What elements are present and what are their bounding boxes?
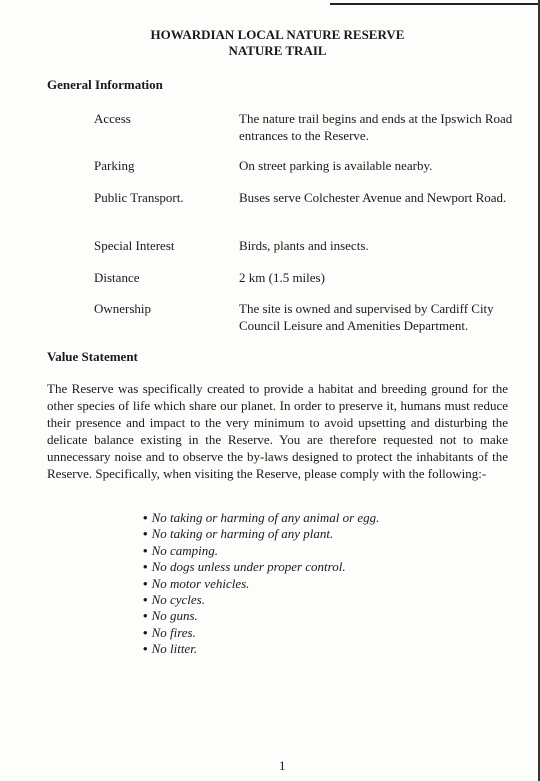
page-number: 1 — [279, 758, 286, 773]
list-item: • No dogs unless under proper control. — [143, 559, 379, 575]
list-item: • No guns. — [143, 608, 379, 624]
info-value: On street parking is available nearby. — [239, 158, 433, 173]
info-label: Public Transport. — [94, 190, 184, 205]
info-value: Buses serve Colchester Avenue and Newport Road. — [239, 190, 507, 205]
list-item: • No taking or harming of any animal or egg. — [143, 510, 379, 526]
title-line-1: HOWARDIAN LOCAL NATURE RESERVE — [150, 27, 405, 42]
list-item: • No camping. — [143, 543, 379, 559]
info-label: Special Interest — [94, 238, 175, 253]
info-value: 2 km (1.5 miles) — [239, 270, 325, 285]
value-statement-heading: Value Statement — [47, 349, 138, 364]
value-statement-paragraph: The Reserve was specifically created to provide a habitat and breeding ground for the other species of life which share our planet. In order to preserve it, humans must reduce their presence and impact to the very minimum to avoid upsetting and disturbing the delicate balance existing in the Reserve. You are therefore requested not to make unnecessary noise and to observe the by-laws designed to protect the inhabitants of the Reserve. Specifically, when visiting the Reserve, please comply with the following:- — [47, 381, 508, 481]
info-label: Ownership — [94, 301, 152, 316]
list-item: • No fires. — [143, 625, 379, 641]
list-item: • No litter. — [143, 641, 379, 657]
info-label: Parking — [94, 158, 135, 173]
general-information-heading: General Information — [47, 77, 163, 92]
document-title — [0, 27, 540, 59]
info-value: The site is owned and supervised by Cardiff City Council Leisure and Amenities Department. — [239, 301, 494, 333]
info-label: Access — [94, 111, 131, 126]
top-edge-rule — [330, 3, 540, 5]
info-label: Distance — [94, 270, 140, 285]
title-line-2: NATURE TRAIL — [228, 43, 327, 58]
list-item: • No cycles. — [143, 592, 379, 608]
rules-list — [143, 510, 379, 658]
list-item: • No motor vehicles. — [143, 576, 379, 592]
info-value: The nature trail begins and ends at the Ipswich Road entrances to the Reserve. — [239, 111, 513, 143]
list-item: • No taking or harming of any plant. — [143, 526, 379, 542]
info-value: Birds, plants and insects. — [239, 238, 369, 253]
